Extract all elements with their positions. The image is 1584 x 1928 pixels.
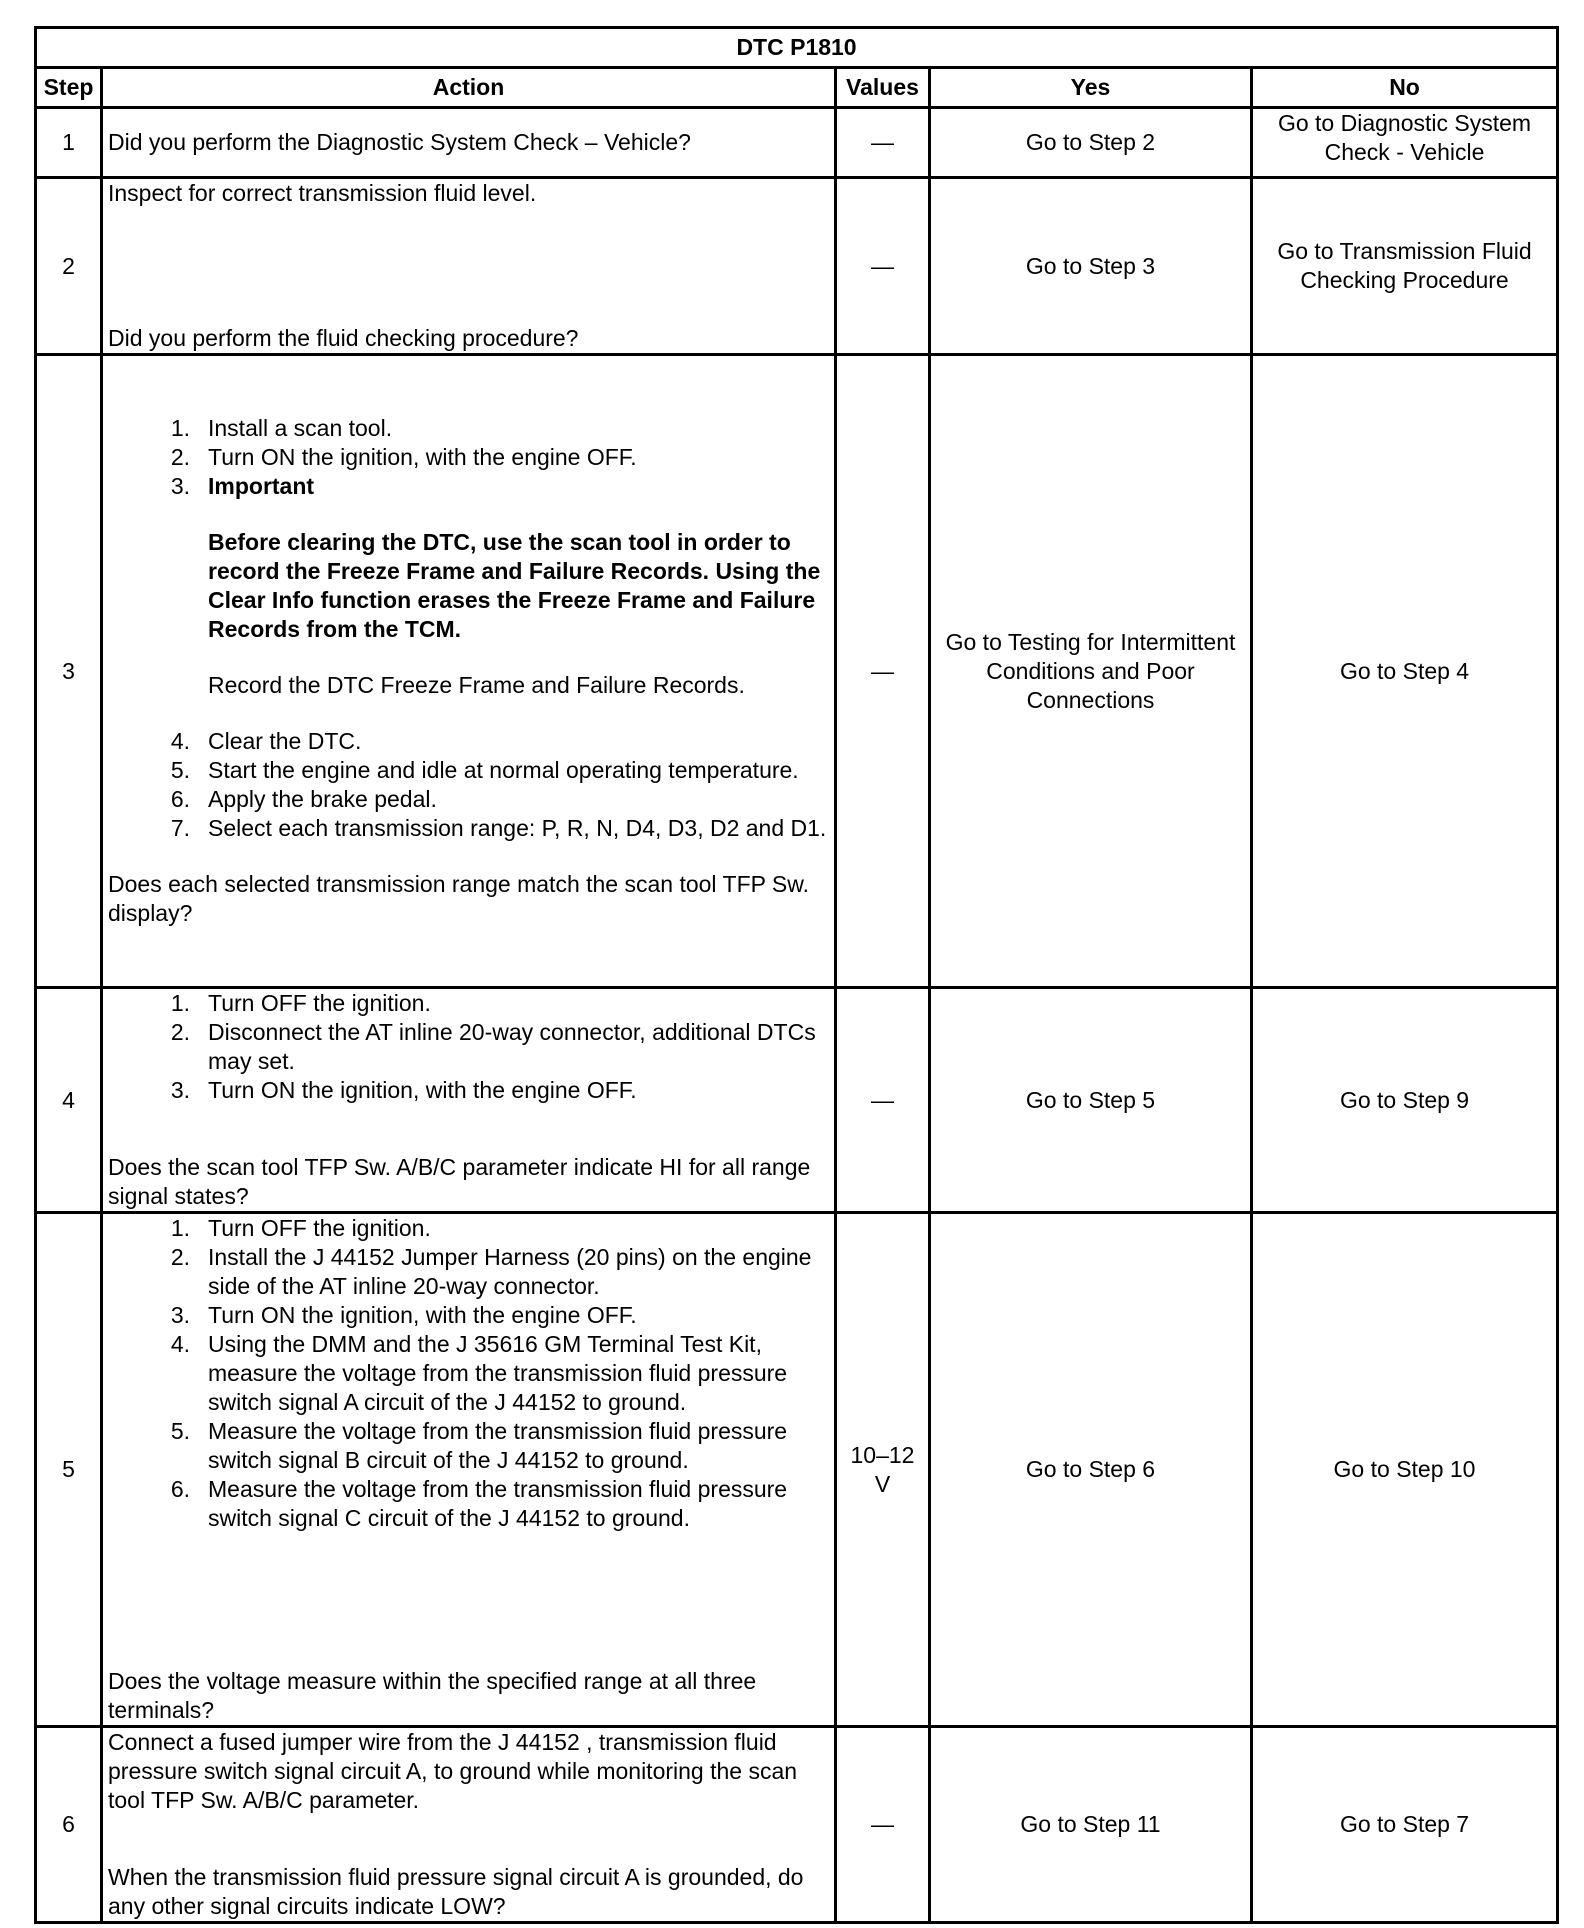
action-question: Does the scan tool TFP Sw. A/B/C parameter indicate HI for all range signal states?	[108, 1154, 811, 1209]
action-question: Does the voltage measure within the specified range at all three terminals?	[108, 1668, 757, 1723]
list-item: 2. Turn ON the ignition, with the engine OFF.	[170, 444, 637, 470]
action-question: Did you perform the Diagnostic System Check – Vehicle?	[108, 129, 691, 155]
values-cell: —	[836, 1727, 930, 1923]
list-item: 6. Measure the voltage from the transmission fluid pressure switch signal C circuit of the J 44152 to ground.	[170, 1476, 788, 1531]
list-item: 2. Disconnect the AT inline 20-way connector, additional DTCs may set.	[170, 1019, 816, 1074]
table-row	[36, 108, 1558, 178]
action-cell	[102, 108, 836, 178]
action-cell	[102, 1727, 836, 1923]
yes-cell: Go to Step 3	[930, 178, 1252, 355]
table-row	[36, 178, 1558, 355]
list-item: 3. Turn ON the ignition, with the engine OFF.	[170, 1302, 637, 1328]
list-item: 1. Install a scan tool.	[170, 415, 393, 441]
header-values: Values	[836, 68, 930, 108]
action-question: When the transmission fluid pressure signal circuit A is grounded, do any other signal circuits indicate LOW?	[108, 1864, 804, 1919]
yes-cell: Go to Testing for Intermittent Conditions and Poor Connections	[930, 355, 1252, 988]
action-cell	[102, 355, 836, 988]
action-intro: Connect a fused jumper wire from the J 44152 , transmission fluid pressure switch signal circuit A, to ground while monitoring the scan tool TFP Sw. A/B/C parameter.	[108, 1729, 798, 1813]
values-cell: —	[836, 108, 930, 178]
list-item: 1. Turn OFF the ignition.	[170, 1215, 431, 1241]
list-item: 4. Using the DMM and the J 35616 GM Terminal Test Kit, measure the voltage from the transmission fluid pressure switch signal A circuit of the J 44152 to ground.	[170, 1331, 788, 1415]
no-cell: Go to Step 4	[1252, 355, 1558, 988]
values-cell: —	[836, 178, 930, 355]
step-number: 2	[36, 178, 102, 355]
list-item: 5. Measure the voltage from the transmission fluid pressure switch signal B circuit of the J 44152 to ground.	[170, 1418, 788, 1473]
action-question: Did you perform the fluid checking procedure?	[108, 325, 579, 351]
no-cell: Go to Diagnostic System Check - Vehicle	[1252, 108, 1558, 178]
no-cell: Go to Step 9	[1252, 988, 1558, 1213]
action-steps	[108, 1214, 829, 1533]
list-item: 3. Turn ON the ignition, with the engine OFF.	[170, 1077, 637, 1103]
no-cell: Go to Transmission Fluid Checking Procedure	[1252, 178, 1558, 355]
step-number: 3	[36, 355, 102, 988]
table-row	[36, 1727, 1558, 1923]
step-number: 6	[36, 1727, 102, 1923]
yes-cell: Go to Step 2	[930, 108, 1252, 178]
header-action: Action	[102, 68, 836, 108]
action-steps	[108, 414, 829, 843]
list-item: 6. Apply the brake pedal.	[170, 786, 437, 812]
step-number: 4	[36, 988, 102, 1213]
action-intro: Inspect for correct transmission fluid level.	[108, 180, 537, 206]
important-body: Before clearing the DTC, use the scan tool in order to record the Freeze Frame and Failure Records. Using the Clear Info function erases the Freeze Frame and Failure Records from the TCM.	[208, 529, 821, 642]
action-steps	[108, 989, 829, 1105]
table-title: DTC P1810	[36, 28, 1558, 68]
yes-cell: Go to Step 5	[930, 988, 1252, 1213]
list-item: 1. Turn OFF the ignition.	[170, 990, 431, 1016]
no-cell: Go to Step 7	[1252, 1727, 1558, 1923]
values-cell: 10–12 V	[836, 1213, 930, 1727]
list-item: 5. Start the engine and idle at normal operating temperature.	[170, 757, 799, 783]
dtc-table	[34, 26, 1559, 1924]
important-title: Important	[208, 473, 315, 499]
header-yes: Yes	[930, 68, 1252, 108]
table-row	[36, 1213, 1558, 1727]
action-cell	[102, 988, 836, 1213]
list-item: 2. Install the J 44152 Jumper Harness (20 pins) on the engine side of the AT inline 20-way connector.	[170, 1244, 812, 1299]
values-cell: —	[836, 988, 930, 1213]
table-row	[36, 988, 1558, 1213]
step-number: 1	[36, 108, 102, 178]
header-no: No	[1252, 68, 1558, 108]
list-item: 4. Clear the DTC.	[170, 728, 362, 754]
important-record: Record the DTC Freeze Frame and Failure Records.	[208, 672, 745, 698]
important-note: 3. Important Before clearing the DTC, use the scan tool in order to record the Freeze Frame and Failure Records. Using the Clear Info function erases the Freeze Frame and Failure Records from the TCM. Record the DTC Freeze Frame and Failure Records.	[208, 472, 829, 700]
yes-cell: Go to Step 11	[930, 1727, 1252, 1923]
action-question: Does each selected transmission range match the scan tool TFP Sw. display?	[108, 871, 810, 926]
action-cell	[102, 1213, 836, 1727]
yes-cell: Go to Step 6	[930, 1213, 1252, 1727]
header-step: Step	[36, 68, 102, 108]
table-row	[36, 355, 1558, 988]
no-cell: Go to Step 10	[1252, 1213, 1558, 1727]
values-cell: —	[836, 355, 930, 988]
step-number: 5	[36, 1213, 102, 1727]
action-cell	[102, 178, 836, 355]
list-item: 7. Select each transmission range: P, R, N, D4, D3, D2 and D1.	[170, 815, 827, 841]
